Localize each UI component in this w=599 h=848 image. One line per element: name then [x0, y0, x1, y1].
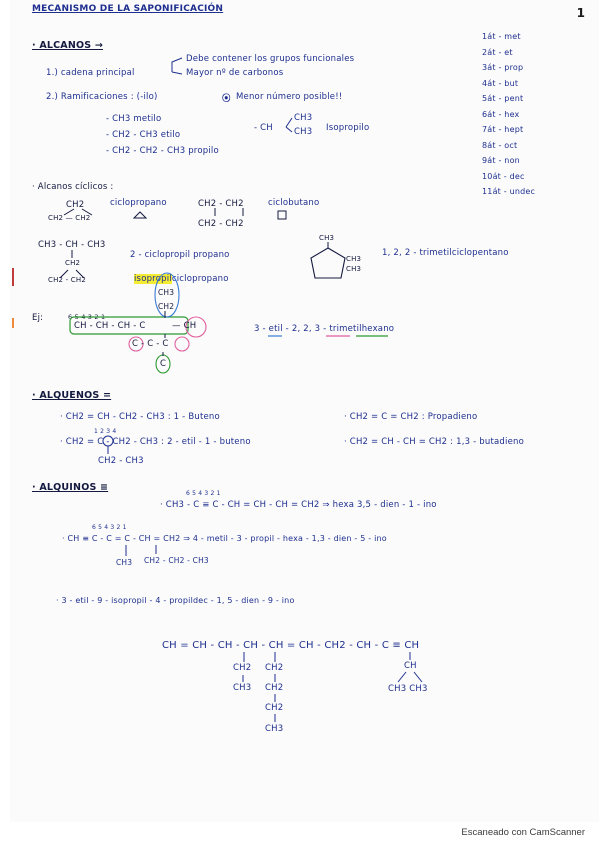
alquino-3: · 3 - etil - 9 - isopropil - 4 - propildec - 1, 5 - dien - 9 - ino [56, 596, 295, 605]
prefix-item: 2át - et [482, 47, 513, 57]
big-sub-b-1: CH2 [265, 663, 284, 673]
ciclicos-heading: · Alcanos cíclicos : [32, 182, 114, 192]
rule2-text: 2.) Ramificaciones : (-ilo) [46, 92, 158, 102]
ejemplo-branch-ch2: CH2 [158, 302, 175, 311]
notebook-page [10, 0, 599, 822]
ejemplo-branch-c: C [160, 359, 167, 369]
ciclobutano-label: ciclobutano [268, 198, 320, 208]
ciclopropil-ring: CH2 - CH2 [48, 276, 86, 284]
big-sub-b-2: CH2 [265, 683, 284, 693]
prefix-item: 7át - hept [482, 125, 524, 134]
rule1-text: 1.) cadena principal [46, 68, 135, 78]
ejemplo-chain-end: — CH [172, 321, 197, 331]
alqueno-3: · CH2 = C - CH2 - CH3 : 2 - etil - 1 - buteno [60, 437, 251, 447]
circled-dot-icon: ⦿ [222, 94, 231, 104]
big-chain: CH = CH - CH - CH - CH = CH - CH2 - CH - C ≡ CH [162, 640, 420, 651]
isopropilo-prefix: - CH [254, 123, 273, 133]
alquino-1-numbers: 6 5 4 3 2 1 [186, 490, 221, 497]
rule1-line1: Debe contener los grupos funcionales [186, 54, 355, 64]
big-sub-a-1: CH2 [233, 663, 252, 673]
alquinos-heading: · ALQUINOS ≡ [32, 482, 109, 493]
rule2-note: Menor número posible!! [236, 92, 343, 102]
prefix-item: 4át - but [482, 78, 519, 88]
alquino-2: · CH ≡ C - C = C - CH = CH2 ⇒ 4 - metil - 3 - propil - hexa - 1,3 - dien - 5 - ino [62, 534, 387, 543]
prefix-item: 11át - undec [482, 187, 536, 196]
prefix-item: 10át - dec [482, 171, 525, 181]
isopropil-rest: ciclopropano [171, 274, 229, 284]
big-sub-b-4: CH3 [265, 724, 284, 734]
ciclopropano-top: CH2 [66, 200, 85, 210]
page-title: MECANISMO DE LA SAPONIFICACIÓN [32, 4, 224, 14]
big-sub-c-2: CH3 CH3 [388, 684, 428, 694]
alqueno-3-sub: CH2 - CH3 [98, 456, 144, 466]
radical-metilo: - CH3 metilo [106, 114, 162, 124]
scanner-watermark: Escaneado con CamScanner [461, 827, 585, 838]
radical-propilo: - CH2 - CH2 - CH3 propilo [106, 146, 219, 156]
prefix-item: 1át - met [482, 32, 521, 41]
alquino-1: · CH3 - C ≡ C - CH = CH - CH = CH2 ⇒ hexa 3,5 - dien - 1 - ino [160, 500, 437, 510]
isopropilo-bottom: CH3 [294, 127, 313, 137]
isopropilo-label: Isopropilo [326, 123, 370, 133]
ejemplo-chain: CH - CH - CH - C [74, 321, 146, 331]
ejemplo-name-prefix: 3 - etil - 2, 2, 3 - [254, 324, 330, 334]
alqueno-4: · CH2 = CH - CH = CH2 : 1,3 - butadieno [344, 437, 525, 447]
isopropil-highlight: isopropil [134, 274, 172, 284]
big-sub-b-3: CH2 [265, 703, 284, 713]
rule1-line2: Mayor nº de carbonos [186, 68, 284, 78]
prefix-item: 3át - prop [482, 63, 524, 72]
alcanos-heading: · ALCANOS → [32, 40, 103, 51]
ciclobutano-top: CH2 - CH2 [198, 199, 244, 209]
big-sub-c-1: CH [404, 661, 417, 671]
alquino-2-sub-a: CH3 [116, 558, 133, 567]
alqueno-3-numbers: 1 2 3 4 [94, 428, 117, 435]
ejemplo-numbers: 6 5 4 3 2 1 [68, 313, 106, 321]
trimetil-name: 1, 2, 2 - trimetilciclopentano [382, 248, 509, 258]
prefix-item: 8át - oct [482, 140, 518, 150]
alquenos-heading: · ALQUENOS = [32, 390, 112, 401]
margin-mark-2 [12, 318, 14, 328]
ciclopropano-bottom: CH2 — CH2 [48, 214, 91, 222]
alqueno-1: · CH2 = CH - CH2 - CH3 : 1 - Buteno [60, 412, 220, 422]
big-chain-bonds [10, 0, 599, 848]
alquino-2-sub-b: CH2 - CH2 - CH3 [144, 556, 209, 565]
cyclopentane-sub-r2: CH3 [346, 265, 362, 273]
alqueno-2: · CH2 = C = CH2 : Propadieno [344, 412, 478, 422]
ejemplo-name-root: trimetilhexano [329, 324, 395, 334]
ciclopropil-name: 2 - ciclopropil propano [130, 250, 230, 260]
page-number: 1 [576, 6, 585, 20]
ejemplo-label: Ej: [32, 313, 44, 323]
prefix-item: 5át - pent [482, 94, 524, 103]
cyclopentane-sub-top: CH3 [319, 234, 335, 242]
ejemplo-branch-ch3: CH3 [158, 288, 175, 297]
big-sub-a-2: CH3 [233, 683, 252, 693]
isopropilo-top: CH3 [294, 113, 313, 123]
ciclobutano-bottom: CH2 - CH2 [198, 219, 244, 229]
margin-mark [12, 268, 14, 286]
ejemplo-branch-down: C - C - C [132, 339, 169, 349]
alquino-2-numbers: 6 5 4 3 2 1 [92, 524, 127, 531]
prefix-item: 9át - non [482, 156, 520, 165]
cyclopentane-sub-r1: CH3 [346, 255, 362, 263]
ciclopropil-ch2: CH2 [65, 259, 81, 267]
ciclopropil-chain: CH3 - CH - CH3 [38, 240, 106, 250]
prefix-item: 6át - hex [482, 109, 520, 119]
radical-etilo: - CH2 - CH3 etilo [106, 130, 181, 140]
ciclopropano-label: ciclopropano [110, 198, 167, 208]
